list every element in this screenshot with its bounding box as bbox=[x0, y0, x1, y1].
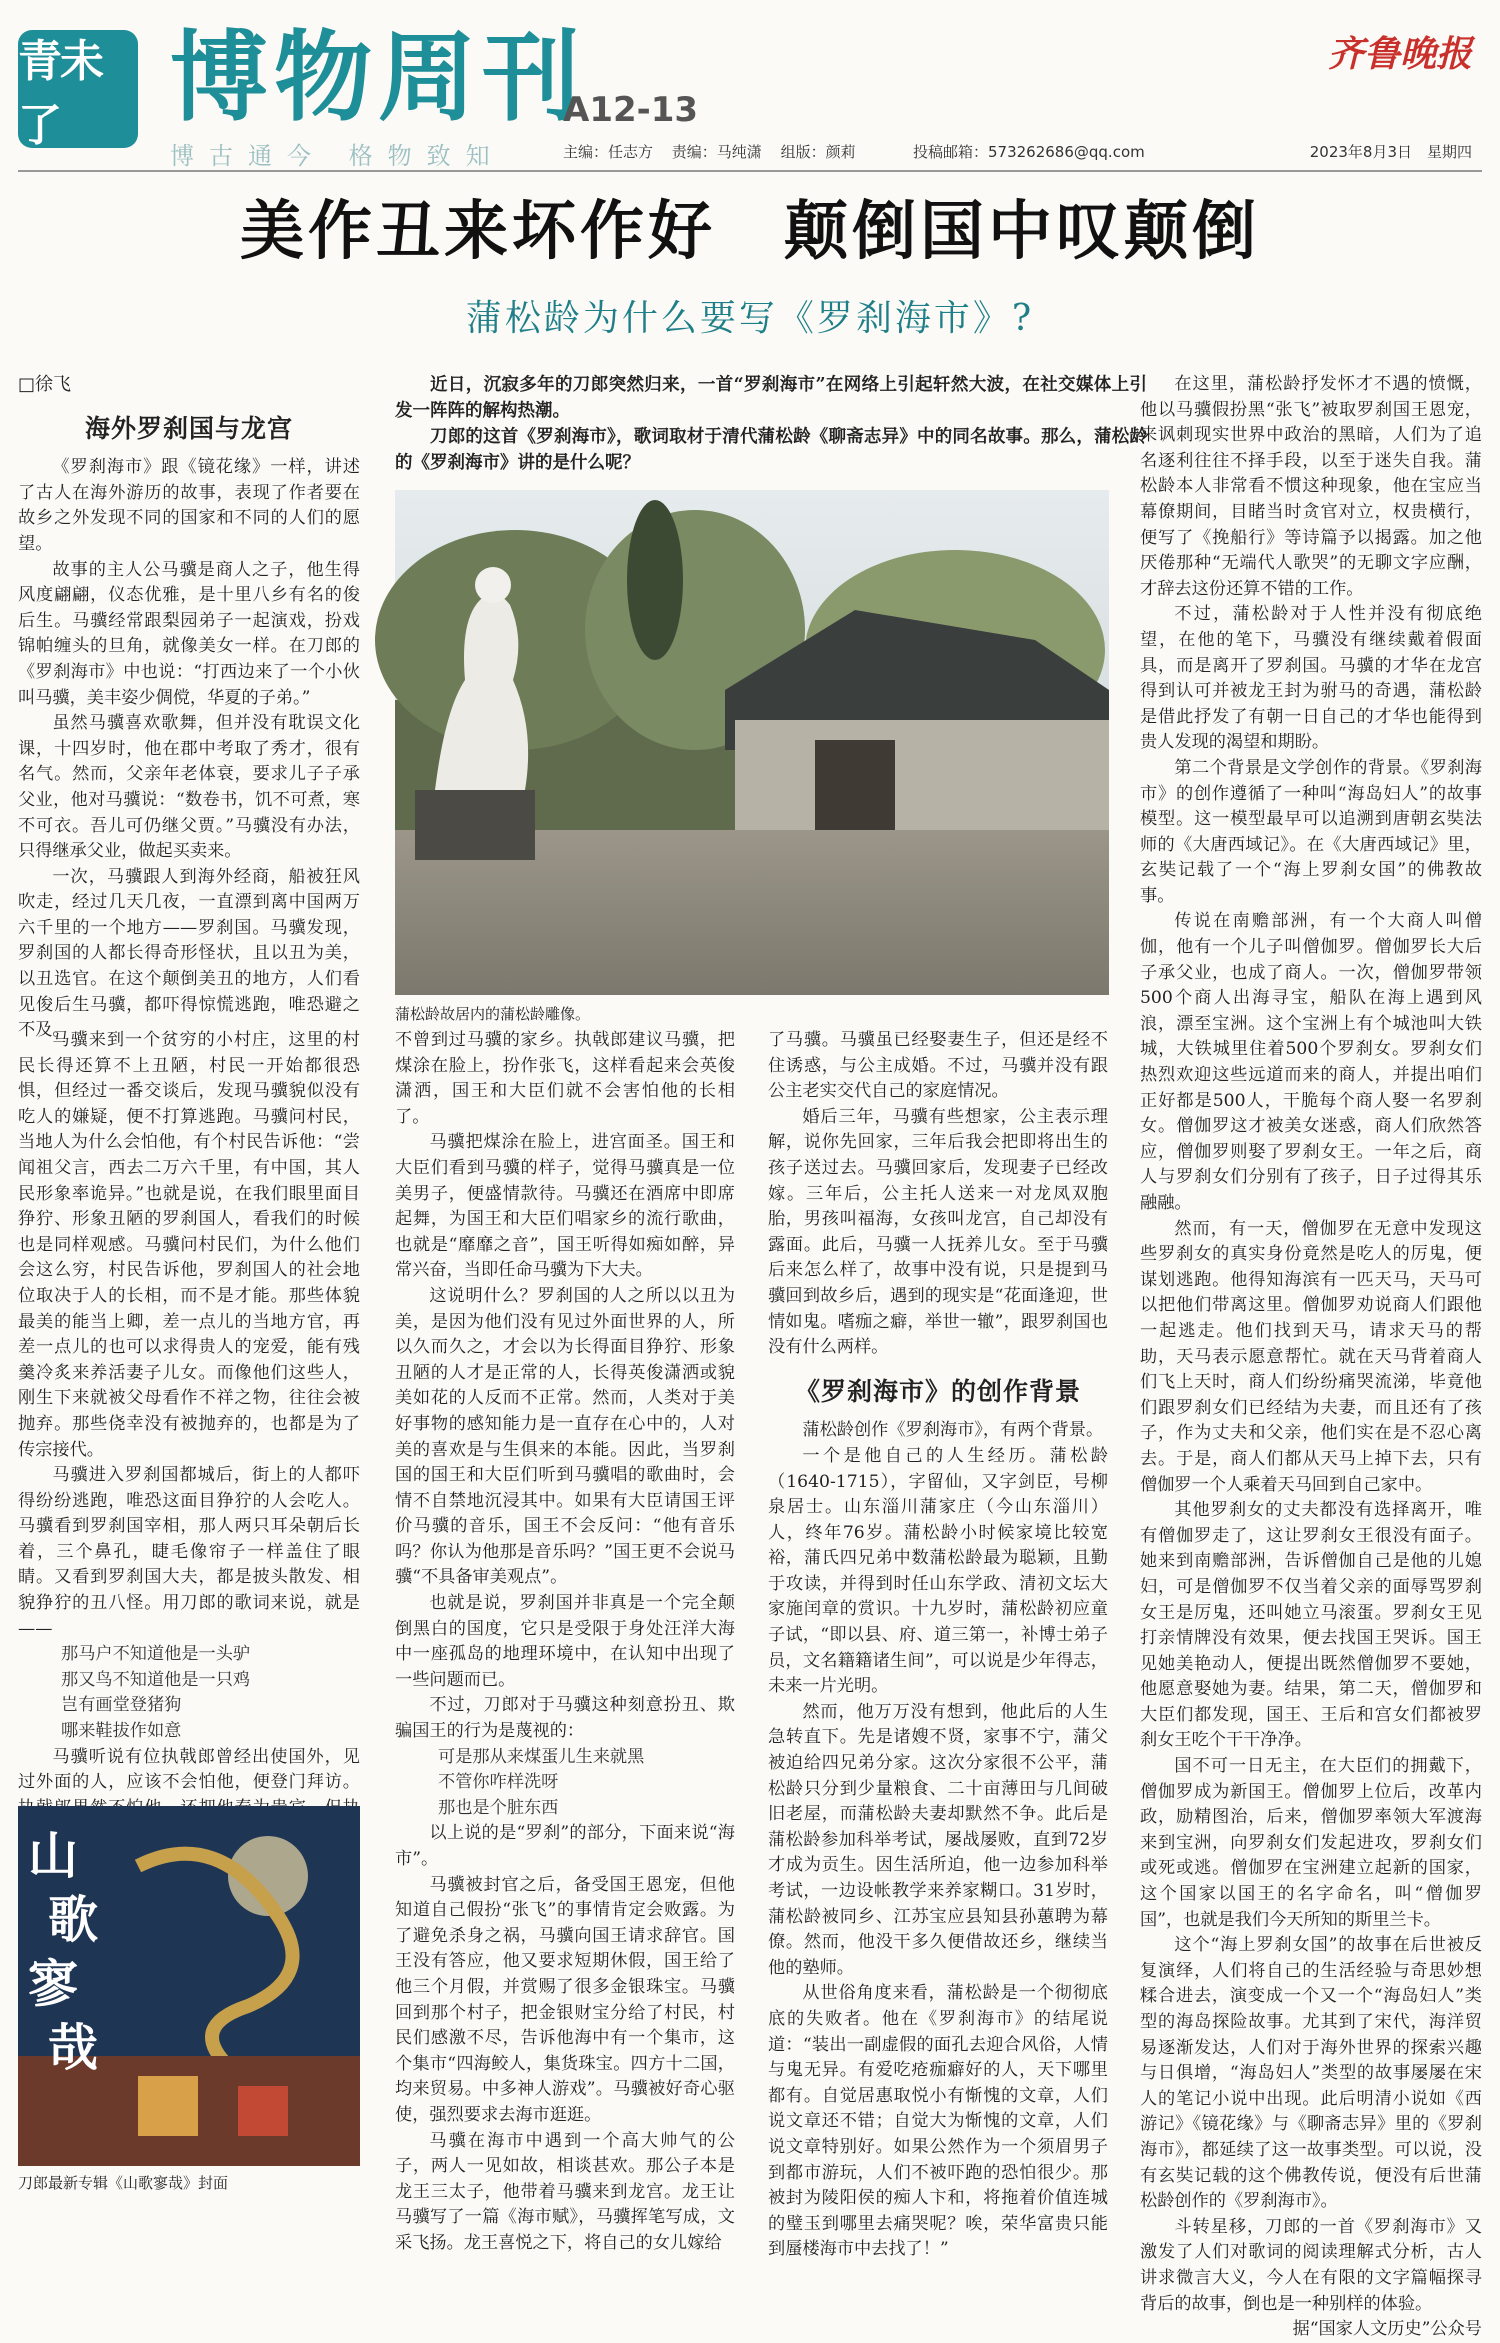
paragraph: 《罗刹海市》跟《镜花缘》一样，讲述了古人在海外游历的故事，表现了作者要在故乡之外发现不同的国家和不同的人们的愿望。 bbox=[18, 457, 360, 554]
section-title: 博物周刊 bbox=[170, 20, 587, 135]
issue-date: 2023年8月3日 星期四 bbox=[1309, 143, 1472, 161]
page-number: A12-13 bbox=[563, 90, 699, 130]
paragraph: 然而，他万万没有想到，他此后的人生急转直下。先是诸嫂不贤，家事不宁，蒲父被迫给四兄弟分家。这次分家很不公平，蒲松龄只分到少量粮食、二十亩薄田与几间破旧老屋，而蒲松龄夫妻却默然不争。此后是蒲松龄参加科举考试，屡战屡败，直到72岁才成为贡生。因生活所迫，他一边参加科举考试，一边设帐教学来养家糊口。31岁时，蒲松龄被同乡、江苏宝应县知县孙蕙聘为幕僚。然而，他没干多久便借故还乡，继续当他的塾师。 bbox=[768, 1701, 1108, 1978]
newspaper-brand: 齐鲁晚报 bbox=[1327, 33, 1472, 75]
column-3 bbox=[768, 1028, 1108, 2260]
paragraph: 然而，有一天，僧伽罗在无意中发现这些罗刹女的真实身份竟然是吃人的厉鬼，便谋划逃跑。他得知海滨有一匹天马，天马可以把他们带离这里。僧伽罗劝说商人们跟他一起逃走。他们找到天马，请求天马的帮助，天马表示愿意帮忙。就在天马背着商人们飞上天时，商人们纷纷痛哭流涕，毕竟他们跟罗刹女们已经结为夫妻，而且还有了孩子，作为丈夫和父亲，他们实在是不忍心离去。于是，商人们都从天马上掉下去，只有僧伽罗一个人乘着天马回到自己家中。 bbox=[1140, 1218, 1482, 1495]
paragraph: 不过，刀郎对于马骥这种刻意扮丑、欺骗国王的行为是蔑视的： bbox=[395, 1695, 735, 1742]
paragraph: 马骥听说有位执戟郎曾经出使国外，见过外面的人，应该不会怕他，便登门拜访。 bbox=[18, 1746, 360, 1793]
lyric-line: 那也是个脏东西 bbox=[438, 1797, 559, 1818]
column-1-continued bbox=[18, 1028, 360, 1792]
paragraph: 了马骥。马骥虽已经娶妻生子，但还是经不住诱惑，与公主成婚。不过，马骥并没有跟公主老实交代自己的家庭情况。 bbox=[768, 1030, 1108, 1102]
paragraph: 在这里，蒲松龄抒发怀才不遇的愤慨，他以马骥假扮黑“张飞”被取罗刹国王恩宠，来讽刺现实世界中政治的黑暗，人们为了追名逐利往往不择手段，以至于迷失自我。蒲松龄本人非常看不惯这种现象，他在宝应当幕僚期间，目睹当时贪官对立，权贵横行，便写了《挽船行》等诗篇予以揭露。加之他厌倦那种“无端代人歌哭”的无聊文字应酬，才辞去这份还算不错的工作。 bbox=[1140, 374, 1482, 599]
lede-paragraph: 近日，沉寂多年的刀郎突然归来，一首“罗刹海市”在网络上引起轩然大波，在社交媒体上引发一阵阵的解构热潮。 bbox=[395, 375, 1147, 421]
paragraph: 斗转星移，刀郎的一首《罗刹海市》又激发了人们对歌词的阅读理解式分析，古人讲求微言大义，今人在有限的文字篇幅探寻背后的故事，倒也是一种别样的体验。 bbox=[1140, 2216, 1482, 2314]
paragraph: 蒲松龄创作《罗刹海市》，有两个背景。 bbox=[802, 1420, 1104, 1441]
paragraph: 第二个背景是文学创作的背景。《罗刹海市》的创作遵循了一种叫“海岛妇人”的故事模型。这一模型最早可以追溯到唐朝玄奘法师的《大唐西域记》。在《大唐西域记》里，玄奘记载了一个“海上罗刹女国”的佛教故事。 bbox=[1140, 757, 1482, 906]
statue-photo-image bbox=[395, 490, 1109, 995]
staff-credits bbox=[563, 141, 870, 162]
lede bbox=[395, 372, 1147, 476]
paragraph: 不过，蒲松龄对于人性并没有彻底绝望，在他的笔下，马骥没有继续戴着假面具，而是离开了罗刹国。马骥的才华在龙宫得到认可并被龙王封为驸马的奇遇，蒲松龄是借此抒发了有朝一日自己的才华也能得到贵人发现的渴望和期盼。 bbox=[1140, 604, 1482, 753]
lyrics-quote bbox=[18, 1642, 360, 1744]
paragraph: 马骥把煤涂在脸上，进宫面圣。国王和大臣们看到马骥的样子，觉得马骥真是一位美男子，便盛情款待。马骥还在酒席中即席起舞，为国王和大臣们唱家乡的流行歌曲，也就是“靡靡之音”，国王听得如痴如醉，异常兴奋，当即任命马骥为下大夫。 bbox=[395, 1132, 735, 1281]
lyric-line: 那马户不知道他是一头驴 bbox=[61, 1644, 251, 1665]
album-cover-image bbox=[18, 1806, 360, 2166]
paragraph: 马骥进入罗刹国都城后，街上的人都吓得纷纷逃跑，唯恐这面目狰狞的人会吃人。马骥看到罗刹国宰相，那人两只耳朵朝后长着，三个鼻孔，睫毛像帘子一样盖住了眼睛。又看到罗刹国大夫，都是披头散发、相貌狰狞的丑八怪。用刀郎的歌词来说，就是—— bbox=[18, 1465, 360, 1639]
chief-editor: 主编：任志方 bbox=[563, 143, 654, 161]
lyric-line: 哪来鞋拔作如意 bbox=[61, 1721, 182, 1742]
paragraph: 婚后三年，马骥有些想家，公主表示理解，说你先回家，三年后我会把即将出生的孩子送过去。马骥回家后，发现妻子已经改嫁。三年后，公主托人送来一对龙凤双胞胎，男孩叫福海，女孩叫龙宫，自己却没有露面。此后，马骥一人抚养儿女。至于马骥后来怎么样了，故事中没有说，只是提到马骥回到故乡后，遇到的现实是“花面逢迎，世情如鬼。嗜痂之癖，举世一辙”，跟罗刹国也没有什么两样。 bbox=[768, 1106, 1108, 1358]
paragraph: 传说在南赡部洲，有一个大商人叫僧伽，他有一个儿子叫僧伽罗。僧伽罗长大后子承父业，也成了商人。一次，僧伽罗带领500个商人出海寻宝，船队在海上遇到风浪，漂至宝洲。这个宝洲上有个城池叫大铁城，大铁城里住着500个罗刹女。罗刹女们热烈欢迎这些远道而来的商人，并提出咱们正好都是500人，干脆每个商人娶一名罗刹女。僧伽罗这才被美女迷惑，商人们欣然答应，僧伽罗则娶了罗刹女王。一年之后，商人与罗刹女们分别有了孩子，日子过得其乐融融。 bbox=[1140, 911, 1482, 1213]
column-4 bbox=[1140, 372, 1482, 2340]
album-title-art: 山 歌 寥 哉 bbox=[28, 1826, 98, 2077]
paragraph: 马骥来到一个贫穷的小村庄，这里的村民长得还算不上丑陋，村民一开始都很恐惧，但经过一番交谈后，发现马骥貌似没有吃人的嫌疑，便不打算逃跑。马骥问村民，当地人为什么会怕他，有个村民告诉他：“尝闻祖父言，西去二万六千里，有中国，其人民形象率诡异。”也就是说，在我们眼里面目狰狞、形象丑陋的罗刹国人，看我们的时候也是同样观感。马骥问村民们，为什么他们会这么穷，村民告诉他，罗刹国人的社会地位取决于人的长相，而不是才能。那些体貌最美的能当上卿，差一点儿的当地方官，再差一点儿的也可以求得贵人的宠爱，能有残羹冷炙来养活妻子儿女。而像他们这些人，刚生下来就被父母看作不祥之物，往往会被抛弃。那些侥幸没有被抛弃的，也都是为了传宗接代。 bbox=[18, 1030, 360, 1460]
lyric-line: 那又鸟不知道他是一只鸡 bbox=[61, 1669, 251, 1690]
lyrics-quote bbox=[395, 1745, 735, 1822]
paragraph: 一次，马骥跟人到海外经商，船被狂风吹走，经过几天几夜，一直漂到离中国两万六千里的一个地方——罗刹国。马骥发现，罗刹国的人都长得奇形怪状，且以丑为美，以丑选官。在这个颠倒美丑的地方，人们看见俊后生马骥，都吓得惊慌逃跑，唯恐避之不及。 bbox=[18, 866, 360, 1041]
paragraph: 这个“海上罗刹女国”的故事在后世被反复演绎，人们将自己的生活经验与奇思妙想糅合进去，演变成一个又一个“海岛妇人”类型的海岛探险故事。尤其到了宋代，海洋贸易逐渐发达，人们对于海外世界的探索兴趣与日俱增，“海岛妇人”类型的故事屡屡在宋人的笔记小说中出现。此后明清小说如《西游记》《镜花缘》与《聊斋志异》里的《罗刹海市》，都延续了这一故事类型。可以说，没有玄奘记载的这个佛教传说，便没有后世蒲松龄创作的《罗刹海市》。 bbox=[1140, 1935, 1482, 2212]
paragraph: 这说明什么？罗刹国的人之所以以丑为美，是因为他们没有见过外面世界的人，所以久而久之，才会以为长得面目狰狞、形象丑陋的人才是正常的人，长得英俊潇洒或貌美如花的人反而不正常。然而，人类对于美好事物的感知能力是一直存在心中的，人对美的喜欢是与生俱来的本能。因此，当罗刹国的国王和大臣们听到马骥唱的歌曲时，会情不自禁地沉浸其中。如果有大臣请国王评价马骥的音乐，国王不会反问：“他有音乐吗？你认为他那是音乐吗？”国王更不会说马骥“不具备审美观点”。 bbox=[395, 1285, 735, 1588]
section-logo: 青未了 bbox=[18, 30, 138, 148]
paragraph: 不曾到过马骥的家乡。执戟郎建议马骥，把煤涂在脸上，扮作张飞，这样看起来会英俊潇洒，国王和大臣们就不会害怕他的长相了。 bbox=[395, 1030, 735, 1127]
section-heading-2: 《罗刹海市》的创作背景 bbox=[794, 1376, 1081, 1406]
submission-email[interactable]: 投稿邮箱：573262686@qq.com bbox=[913, 143, 1145, 161]
paragraph: 一个是他自己的人生经历。蒲松龄（1640-1715），字留仙，又字剑臣，号柳泉居士。山东淄川蒲家庄（今山东淄川）人，终年76岁。蒲松龄小时候家境比较宽裕，蒲氏四兄弟中数蒲松龄最为聪颖，且勤于攻读，并得到时任山东学政、清初文坛大家施闰章的赏识。十九岁时，蒲松龄初应童子试，“即以县、府、道三第一，补博士弟子员，文名籍籍诸生间”，可以说是少年得志，未来一片光明。 bbox=[768, 1445, 1108, 1697]
subheadline: 蒲松龄为什么要写《罗刹海市》? bbox=[465, 298, 1035, 339]
headline: 美作丑来坏作好 颠倒国中叹颠倒 bbox=[240, 194, 1260, 269]
paragraph: 国不可一日无主，在大臣们的拥戴下，僧伽罗成为新国王。僧伽罗上位后，改革内政，励精图治，后来，僧伽罗率领大军渡海来到宝洲，向罗刹女们发起进攻，罗刹女们或死或逃。僧伽罗在宝洲建立起新的国家，这个国家以国王的名字命名，叫“僧伽罗国”，也就是我们今天所知的斯里兰卡。 bbox=[1140, 1756, 1482, 1930]
responsible-editor: 责编：马纯潇 bbox=[671, 143, 762, 161]
lyric-line: 不管你咋样洗呀 bbox=[438, 1772, 559, 1793]
masthead-rule bbox=[18, 170, 1482, 172]
section-motto: 博古通今 格物致知 bbox=[170, 142, 505, 170]
column-1 bbox=[18, 372, 360, 1041]
section-heading-1: 海外罗刹国与龙宫 bbox=[84, 413, 293, 443]
masthead bbox=[18, 18, 1482, 168]
paragraph: 虽然马骥喜欢歌舞，但并没有耽误文化课，十四岁时，他在郡中考取了秀才，很有名气。然而，父亲年老体衰，要求儿子子承父业，他对马骥说：“数卷书，饥不可煮，寒不可衣。吾儿可仍继父贾。”马骥没有办法，只得继承父业，做起买卖来。 bbox=[18, 713, 360, 862]
lede-paragraph: 刀郎的这首《罗刹海市》，歌词取材于清代蒲松龄《聊斋志异》中的同名故事。那么，蒲松龄的《罗刹海市》讲的是什么呢？ bbox=[395, 427, 1147, 473]
paragraph: 马骥在海市中遇到一个高大帅气的公子，两人一见如故，相谈甚欢。那公子本是龙王三太子，他带着马骥来到龙宫。龙王让马骥写了一篇《海市赋》，马骥挥笔写成，文采飞扬。龙王喜悦之下，将自己的女儿嫁给 bbox=[395, 2130, 735, 2253]
photo-caption: 蒲松龄故居内的蒲松龄雕像。 bbox=[395, 1005, 591, 1023]
source-note: 据“国家人文历史”公众号 bbox=[1292, 2319, 1482, 2340]
album-cover-caption: 刀郎最新专辑《山歌寥哉》封面 bbox=[18, 2174, 229, 2192]
paragraph: 马骥被封官之后，备受国王恩宠，但他知道自己假扮“张飞”的事情肯定会败露。为了避免杀身之祸，马骥向国王请求辞官。国王没有答应，他又要求短期休假，国王给了他三个月假，并赏赐了很多金银珠宝。马骥回到那个村子，把金银财宝分给了村民，村民们感激不尽，告诉他海中有一个集市，这个集市“四海鲛人，集货珠宝。四方十二国，均来贸易。中多神人游戏”。马骥被好奇心驱使，强烈要求去海市逛逛。 bbox=[395, 1874, 735, 2125]
paragraph: 其他罗刹女的丈夫都没有选择离开，唯有僧伽罗走了，这让罗刹女王很没有面子。她来到南赡部洲，告诉僧伽自己是他的儿媳妇，可是僧伽罗不仅当着父亲的面辱骂罗刹女王是厉鬼，还叫她立马滚蛋。罗刹女王见打亲情牌没有效果，便去找国王哭诉。国王见她美艳动人，便提出既然僧伽罗不要她，他愿意娶她为妻。结果，第二天，僧伽罗和大臣们都发现，国王、王后和宫女们都被罗刹女王吃个干干净净。 bbox=[1140, 1500, 1482, 1751]
paragraph: 故事的主人公马骥是商人之子，他生得风度翩翩，仪态优雅，是十里八乡有名的俊后生。马骥经常跟梨园弟子一起演戏，扮戏锦帕缠头的旦角，就像美女一样。在刀郎的《罗刹海市》中也说：“打西边来了一个小伙叫马骥，美丰姿少倜傥，华夏的子弟。” bbox=[18, 559, 360, 708]
column-2 bbox=[395, 1028, 735, 2253]
layout-editor: 组版：颜莉 bbox=[780, 143, 856, 161]
statue-photo bbox=[395, 490, 1109, 995]
paragraph: 也就是说，罗刹国并非真是一个完全颠倒黑白的国度，它只是受限于身处汪洋大海中一座孤岛的地理环境中，在认知中出现了一些问题而已。 bbox=[395, 1593, 735, 1690]
paragraph: 以上说的是“罗刹”的部分，下面来说“海市”。 bbox=[395, 1823, 735, 1869]
paragraph: 从世俗角度来看，蒲松龄是一个彻彻底底的失败者。他在《罗刹海市》的结尾说道：“装出一副虚假的面孔去迎合风俗，人情与鬼无异。有爱吃疮痂癖好的人，天下哪里都有。自觉居惠取悦小有惭愧的文章，人们说文章还不错；自觉大为惭愧的文章，人们说文章特别好。如果公然作为一个须眉男子到都市游玩，人们不被吓跑的恐怕很少。那被封为陵阳侯的痴人卞和，将拖着价值连城的璧玉到哪里去痛哭呢？唉，荣华富贵只能到蜃楼海市中去找了！” bbox=[768, 1983, 1108, 2260]
lyric-line: 可是那从来煤蛋儿生来就黑 bbox=[438, 1746, 645, 1767]
byline: □徐飞 bbox=[18, 374, 72, 395]
lyric-line: 岂有画堂登猪狗 bbox=[61, 1695, 182, 1716]
